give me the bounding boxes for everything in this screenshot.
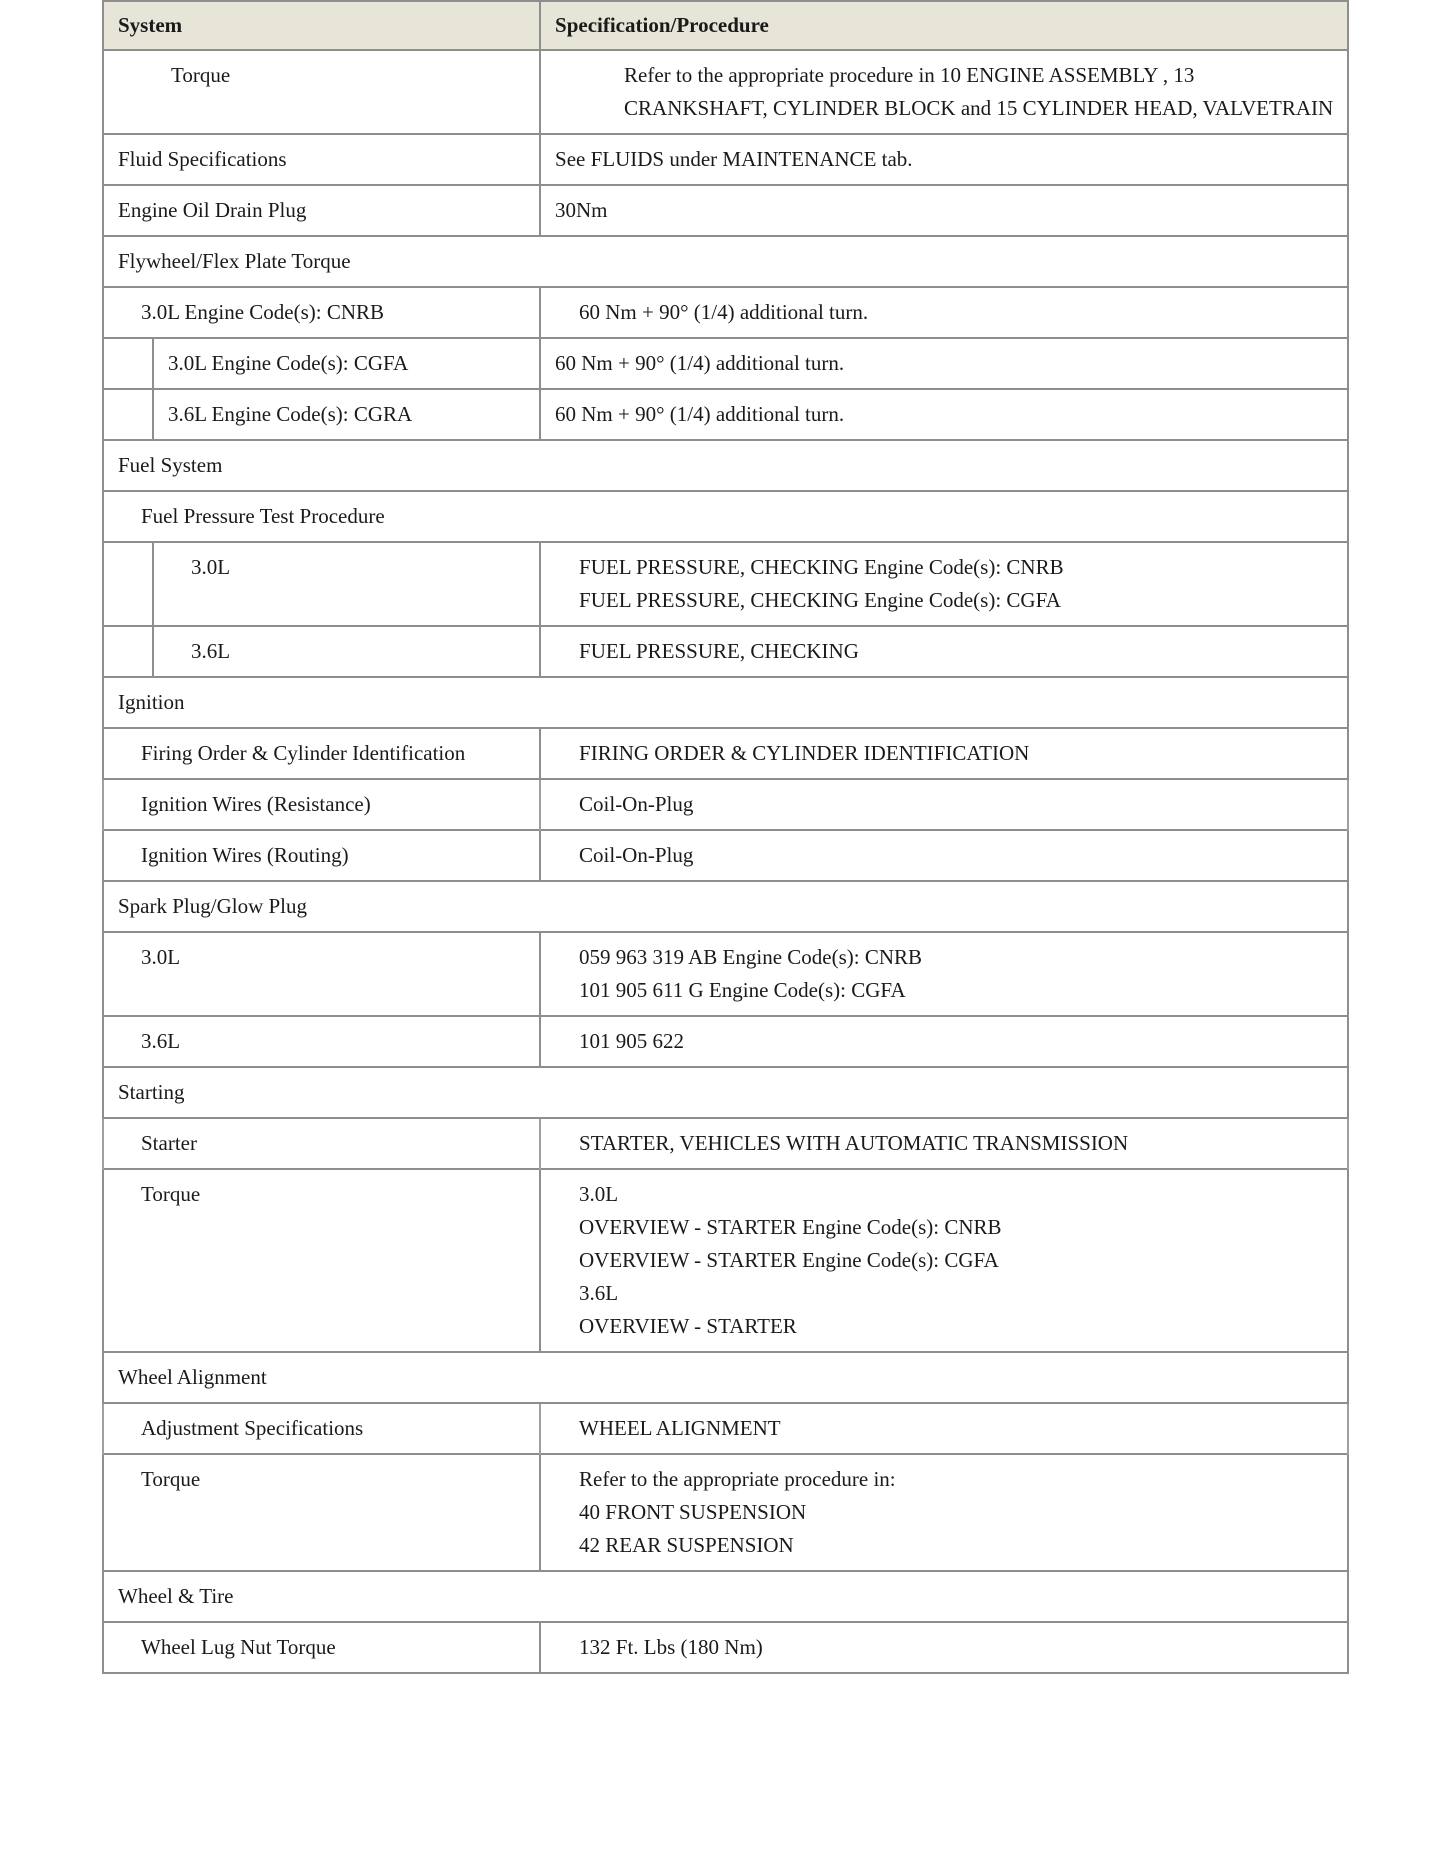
- specification-line: 132 Ft. Lbs (180 Nm): [579, 1635, 763, 1659]
- specification-cell: [540, 389, 1348, 440]
- specification-line: 60 Nm + 90° (1/4) additional turn.: [555, 402, 845, 426]
- specification-line: 60 Nm + 90° (1/4) additional turn.: [555, 351, 845, 375]
- system-cell: Fluid Specifications: [103, 134, 540, 185]
- table-row: [103, 626, 1348, 677]
- specification-cell: [540, 626, 1348, 677]
- specification-cell: [540, 338, 1348, 389]
- table-row: [103, 1454, 1348, 1571]
- system-cell: Ignition Wires (Resistance): [103, 779, 540, 830]
- specification-line: 101 905 611 G Engine Code(s): CGFA: [579, 978, 906, 1002]
- specification-line: 30Nm: [555, 198, 608, 222]
- section-row: [103, 491, 1348, 542]
- specification-line: 40 FRONT SUSPENSION: [579, 1500, 807, 1524]
- section-row: [103, 1067, 1348, 1118]
- table-row: [103, 1016, 1348, 1067]
- specification-line: FUEL PRESSURE, CHECKING: [579, 639, 859, 663]
- system-cell: Adjustment Specifications: [103, 1403, 540, 1454]
- section-heading: Fuel Pressure Test Procedure: [103, 491, 1348, 542]
- system-cell: 3.0L: [153, 542, 540, 626]
- table-row: [103, 1169, 1348, 1352]
- system-cell: 3.6L Engine Code(s): CGRA: [153, 389, 540, 440]
- system-cell: Wheel Lug Nut Torque: [103, 1622, 540, 1673]
- indent-spacer-cell: [103, 626, 153, 677]
- table-row: [103, 185, 1348, 236]
- specification-line: OVERVIEW - STARTER: [579, 1314, 797, 1338]
- table-row: [103, 338, 1348, 389]
- specification-line: OVERVIEW - STARTER Engine Code(s): CNRB: [579, 1215, 1002, 1239]
- section-row: [103, 1571, 1348, 1622]
- specification-cell: [540, 1622, 1348, 1673]
- table-row: [103, 1622, 1348, 1673]
- section-row: [103, 236, 1348, 287]
- system-cell: Starter: [103, 1118, 540, 1169]
- specification-line: FUEL PRESSURE, CHECKING Engine Code(s): CNRB: [579, 555, 1064, 579]
- section-heading: Starting: [103, 1067, 1348, 1118]
- table-row: [103, 389, 1348, 440]
- specification-cell: [540, 728, 1348, 779]
- specification-cell: [540, 1118, 1348, 1169]
- specification-line: Refer to the appropriate procedure in 10 ENGINE ASSEMBLY , 13: [624, 63, 1195, 87]
- table-row: [103, 728, 1348, 779]
- specification-line: 3.0L: [579, 1182, 619, 1206]
- table-header-row: [103, 1, 1348, 50]
- specification-line: 101 905 622: [579, 1029, 685, 1053]
- section-heading: Spark Plug/Glow Plug: [103, 881, 1348, 932]
- specification-cell: [540, 1403, 1348, 1454]
- specification-line: Refer to the appropriate procedure in:: [579, 1467, 896, 1491]
- section-row: [103, 677, 1348, 728]
- specification-cell: [540, 1454, 1348, 1571]
- indent-spacer-cell: [103, 338, 153, 389]
- specification-cell: [540, 830, 1348, 881]
- table-row: [103, 932, 1348, 1016]
- table-row: [103, 1403, 1348, 1454]
- specification-cell: [540, 185, 1348, 236]
- table-row: [103, 779, 1348, 830]
- section-heading: Fuel System: [103, 440, 1348, 491]
- indent-spacer-cell: [103, 542, 153, 626]
- specification-line: OVERVIEW - STARTER Engine Code(s): CGFA: [579, 1248, 999, 1272]
- specification-cell: [540, 779, 1348, 830]
- section-heading: Ignition: [103, 677, 1348, 728]
- specification-cell: [540, 1016, 1348, 1067]
- table-row: [103, 134, 1348, 185]
- system-cell: 3.0L Engine Code(s): CNRB: [103, 287, 540, 338]
- system-cell: Engine Oil Drain Plug: [103, 185, 540, 236]
- specification-line: STARTER, VEHICLES WITH AUTOMATIC TRANSMISSION: [579, 1131, 1129, 1155]
- section-heading: Flywheel/Flex Plate Torque: [103, 236, 1348, 287]
- section-row: [103, 1352, 1348, 1403]
- system-cell: 3.0L: [103, 932, 540, 1016]
- system-cell: 3.6L: [103, 1016, 540, 1067]
- specification-line: 3.6L: [579, 1281, 619, 1305]
- section-row: [103, 440, 1348, 491]
- system-cell: Firing Order & Cylinder Identification: [103, 728, 540, 779]
- specification-line: 059 963 319 AB Engine Code(s): CNRB: [579, 945, 923, 969]
- specification-cell: [540, 932, 1348, 1016]
- table-row: [103, 542, 1348, 626]
- table-row: [103, 50, 1348, 134]
- header-specification: Specification/Procedure: [540, 1, 1348, 50]
- header-system: System: [103, 1, 540, 50]
- table-row: [103, 1118, 1348, 1169]
- specification-line: See FLUIDS under MAINTENANCE tab.: [555, 147, 913, 171]
- system-cell: 3.6L: [153, 626, 540, 677]
- section-heading: Wheel Alignment: [103, 1352, 1348, 1403]
- specification-cell: [540, 134, 1348, 185]
- specification-cell: [540, 542, 1348, 626]
- specification-line: Coil-On-Plug: [579, 792, 694, 816]
- system-cell: Torque: [103, 50, 540, 134]
- system-cell: Torque: [103, 1169, 540, 1352]
- table-body: [103, 50, 1348, 1673]
- specification-line: FUEL PRESSURE, CHECKING Engine Code(s): CGFA: [579, 588, 1061, 612]
- specification-line: Coil-On-Plug: [579, 843, 694, 867]
- specification-table: [102, 0, 1349, 1674]
- section-heading: Wheel & Tire: [103, 1571, 1348, 1622]
- section-row: [103, 881, 1348, 932]
- system-cell: Torque: [103, 1454, 540, 1571]
- specification-line: 60 Nm + 90° (1/4) additional turn.: [579, 300, 869, 324]
- system-cell: 3.0L Engine Code(s): CGFA: [153, 338, 540, 389]
- specification-line: 42 REAR SUSPENSION: [579, 1533, 794, 1557]
- table-row: [103, 830, 1348, 881]
- system-cell: Ignition Wires (Routing): [103, 830, 540, 881]
- specification-cell: [540, 1169, 1348, 1352]
- specification-line: WHEEL ALIGNMENT: [579, 1416, 781, 1440]
- table-row: [103, 287, 1348, 338]
- indent-spacer-cell: [103, 389, 153, 440]
- specification-line: FIRING ORDER & CYLINDER IDENTIFICATION: [579, 741, 1030, 765]
- specification-line: CRANKSHAFT, CYLINDER BLOCK and 15 CYLINDER HEAD, VALVETRAIN: [624, 96, 1334, 120]
- specification-cell: [540, 50, 1348, 134]
- specification-cell: [540, 287, 1348, 338]
